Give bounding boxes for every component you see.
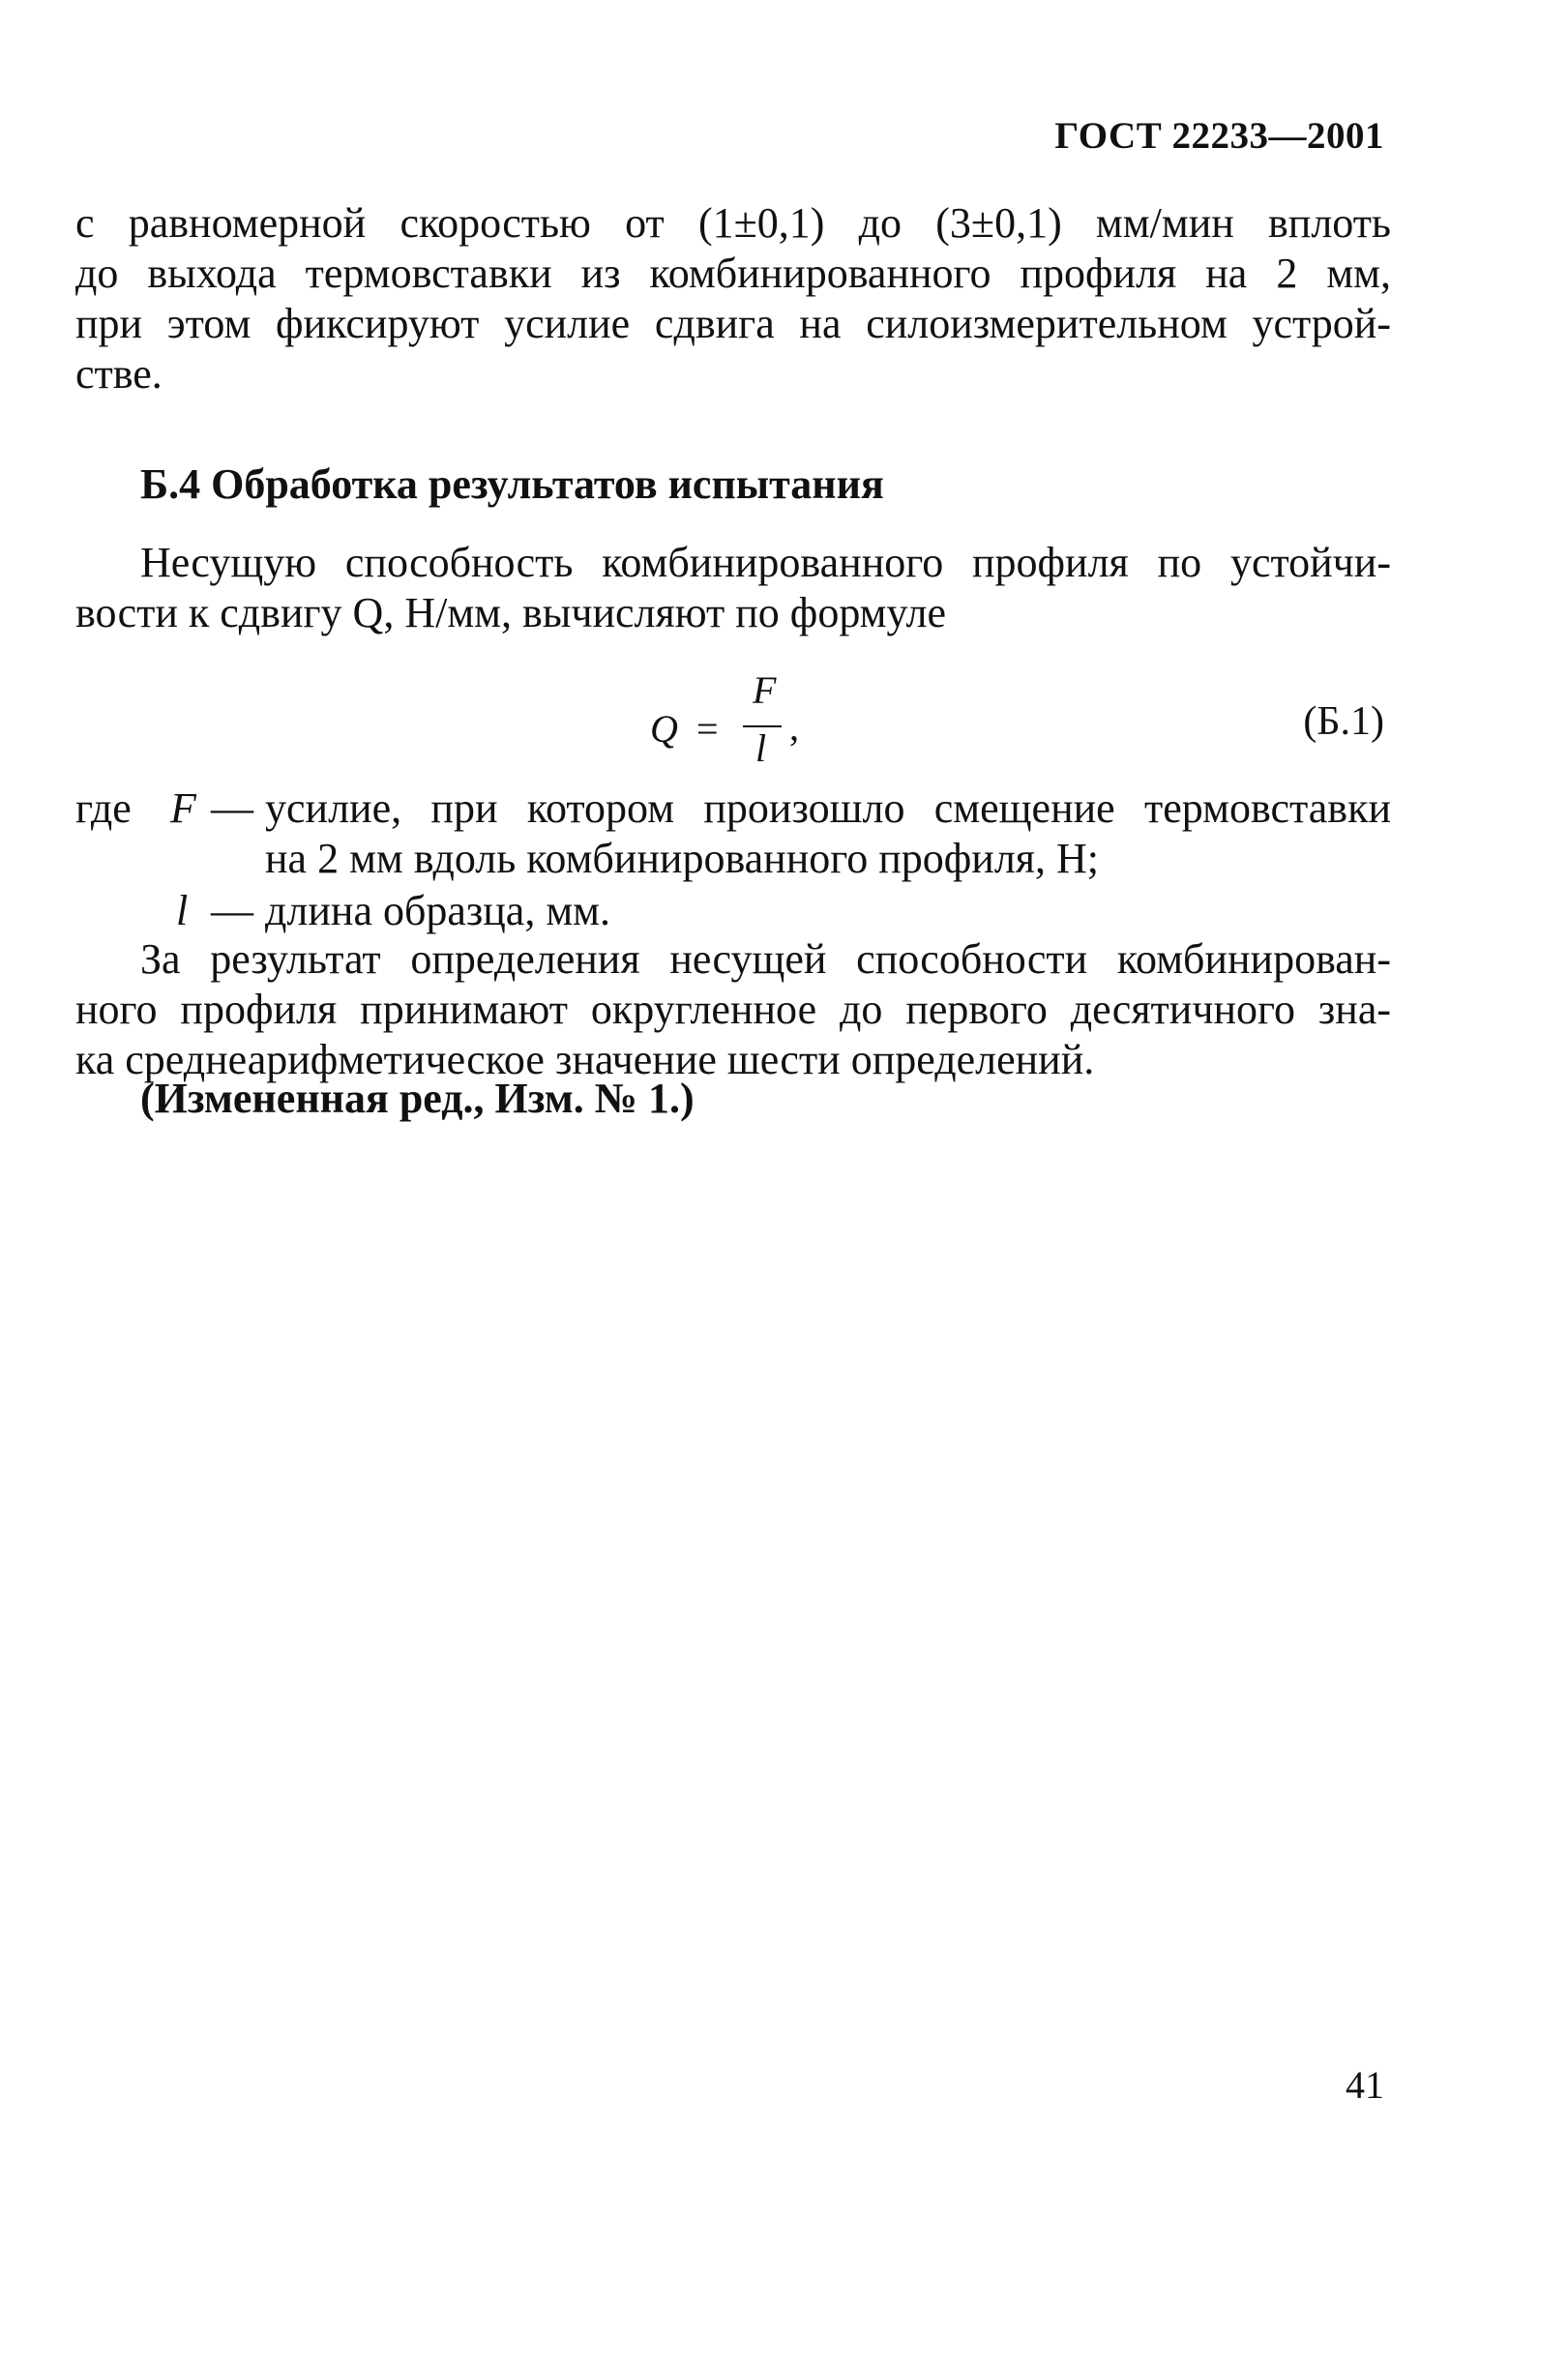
standard-header: ГОСТ 22233—2001: [1054, 115, 1384, 157]
text-line: усилие, при котором произошло смещение термовставки: [265, 784, 1391, 832]
where-description: [265, 783, 1391, 884]
text-line: Несущую способность комбинированного профиля по устойчи-: [140, 539, 1391, 586]
text-line: до выхода термовставки из комбинированного профиля на 2 мм,: [75, 250, 1391, 297]
text-line: с равномерной скоростью от (1±0,1) до (3±0,1) мм/мин вплоть: [75, 199, 1391, 247]
where-description: длина образца, мм.: [265, 887, 611, 934]
text-line: вости к сдвигу Q, Н/мм, вычисляют по формуле: [75, 589, 947, 636]
formula-denominator: l: [755, 726, 767, 770]
page-number: 41: [1346, 2063, 1384, 2107]
where-dash: —: [211, 887, 253, 934]
formula-equals: =: [696, 707, 719, 751]
paragraph-test-procedure: [75, 198, 1391, 399]
paragraph-result: [75, 934, 1391, 1085]
formula-comma: ,: [789, 705, 799, 749]
formula-numerator: F: [753, 668, 777, 712]
where-symbol: F: [170, 784, 196, 832]
text-line: ного профиля принимают округленное до первого десятичного зна-: [75, 986, 1391, 1033]
text-line: За результат определения несущей способности комбинирован-: [140, 935, 1391, 983]
text-line: при этом фиксируют усилие сдвига на силоизмерительном устрой-: [75, 300, 1391, 347]
where-dash: —: [211, 784, 253, 832]
amendment-note: (Измененная ред., Изм. № 1.): [140, 1075, 695, 1122]
text-line: стве.: [75, 350, 163, 398]
paragraph-formula-intro: [75, 538, 1391, 638]
where-symbol: l: [176, 887, 189, 934]
section-heading: Б.4 Обработка результатов испытания: [140, 460, 884, 508]
text-line: ка среднеарифметическое значение шести определений.: [75, 1036, 1095, 1083]
formula-lhs: Q: [650, 707, 678, 751]
where-label: где: [75, 784, 132, 832]
equation-number: (Б.1): [1303, 699, 1384, 744]
text-line: на 2 мм вдоль комбинированного профиля, Н;: [265, 835, 1100, 882]
